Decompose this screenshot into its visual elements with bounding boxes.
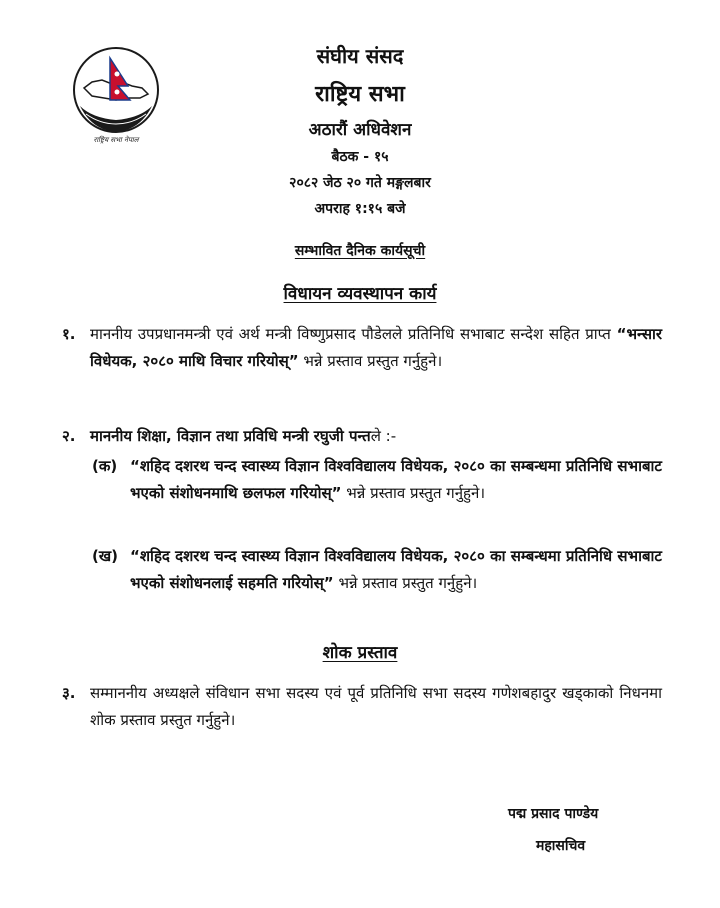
signatory-title: महासचिव bbox=[536, 838, 586, 854]
agenda-item-2-lead: माननीय शिक्षा, विज्ञान तथा प्रविधि मन्त्री रघुजी पन्तले :- bbox=[90, 427, 397, 445]
header-national-assembly: राष्ट्रिय सभा bbox=[315, 82, 405, 107]
subitem-label: (क) bbox=[92, 457, 118, 475]
section-condolence-title: शोक प्रस्ताव bbox=[322, 643, 398, 663]
logo-caption: राष्ट्रिय सभा नेपाल bbox=[93, 136, 139, 144]
agenda-item-1: माननीय उपप्रधानमन्त्री एवं अर्थ मन्त्री विष्णुप्रसाद पौडेलले प्रतिनिधि सभाबाट सन्देश सहित प्राप्त “भन्सार विधेयक, २०८० माथि विचार गरियोस्” भन्ने प्रस्ताव प्रस्तुत गर्नुहुने। bbox=[90, 325, 662, 370]
item-number: १. bbox=[62, 325, 76, 343]
header-meeting: बैठक - १५ bbox=[331, 149, 389, 165]
section-legislative-title: विधायन व्यवस्थापन कार्य bbox=[283, 284, 437, 304]
header-federal-parliament: संघीय संसद bbox=[316, 44, 404, 68]
header-session: अठारौं अधिवेशन bbox=[308, 120, 412, 140]
header-date: २०८२ जेठ २० गते मङ्गलबार bbox=[289, 175, 431, 191]
agenda-item-2-kh: “शहिद दशरथ चन्द स्वास्थ्य विज्ञान विश्वविद्यालय विधेयक, २०८० का सम्बन्धमा प्रतिनिधि सभाबाट भएको संशोधनलाई सहमति गरियोस्” भन्ने प्रस्ताव प्रस्तुत गर्नुहुने। bbox=[130, 547, 662, 592]
agenda-item-2-k: “शहिद दशरथ चन्द स्वास्थ्य विज्ञान विश्वविद्यालय विधेयक, २०८० का सम्बन्धमा प्रतिनिधि सभाबाट भएको संशोधनमाथि छलफल गरियोस्” भन्ने प्रस्ताव प्रस्तुत गर्नुहुने। bbox=[130, 457, 662, 502]
signatory-name: पद्म प्रसाद पाण्डेय bbox=[508, 806, 599, 822]
item-number: ३. bbox=[62, 684, 76, 702]
item-number: २. bbox=[62, 427, 76, 445]
agenda-title: सम्भावित दैनिक कार्यसूची bbox=[294, 243, 426, 259]
agenda-item-3: सम्माननीय अध्यक्षले संविधान सभा सदस्य एवं पूर्व प्रतिनिधि सभा सदस्य गणेशबहादुर खड्काको निधनमा शोक प्रस्ताव प्रस्तुत गर्नुहुने। bbox=[90, 684, 662, 729]
header-time: अपराह १:१५ बजे bbox=[314, 201, 406, 217]
subitem-label: (ख) bbox=[92, 547, 118, 565]
